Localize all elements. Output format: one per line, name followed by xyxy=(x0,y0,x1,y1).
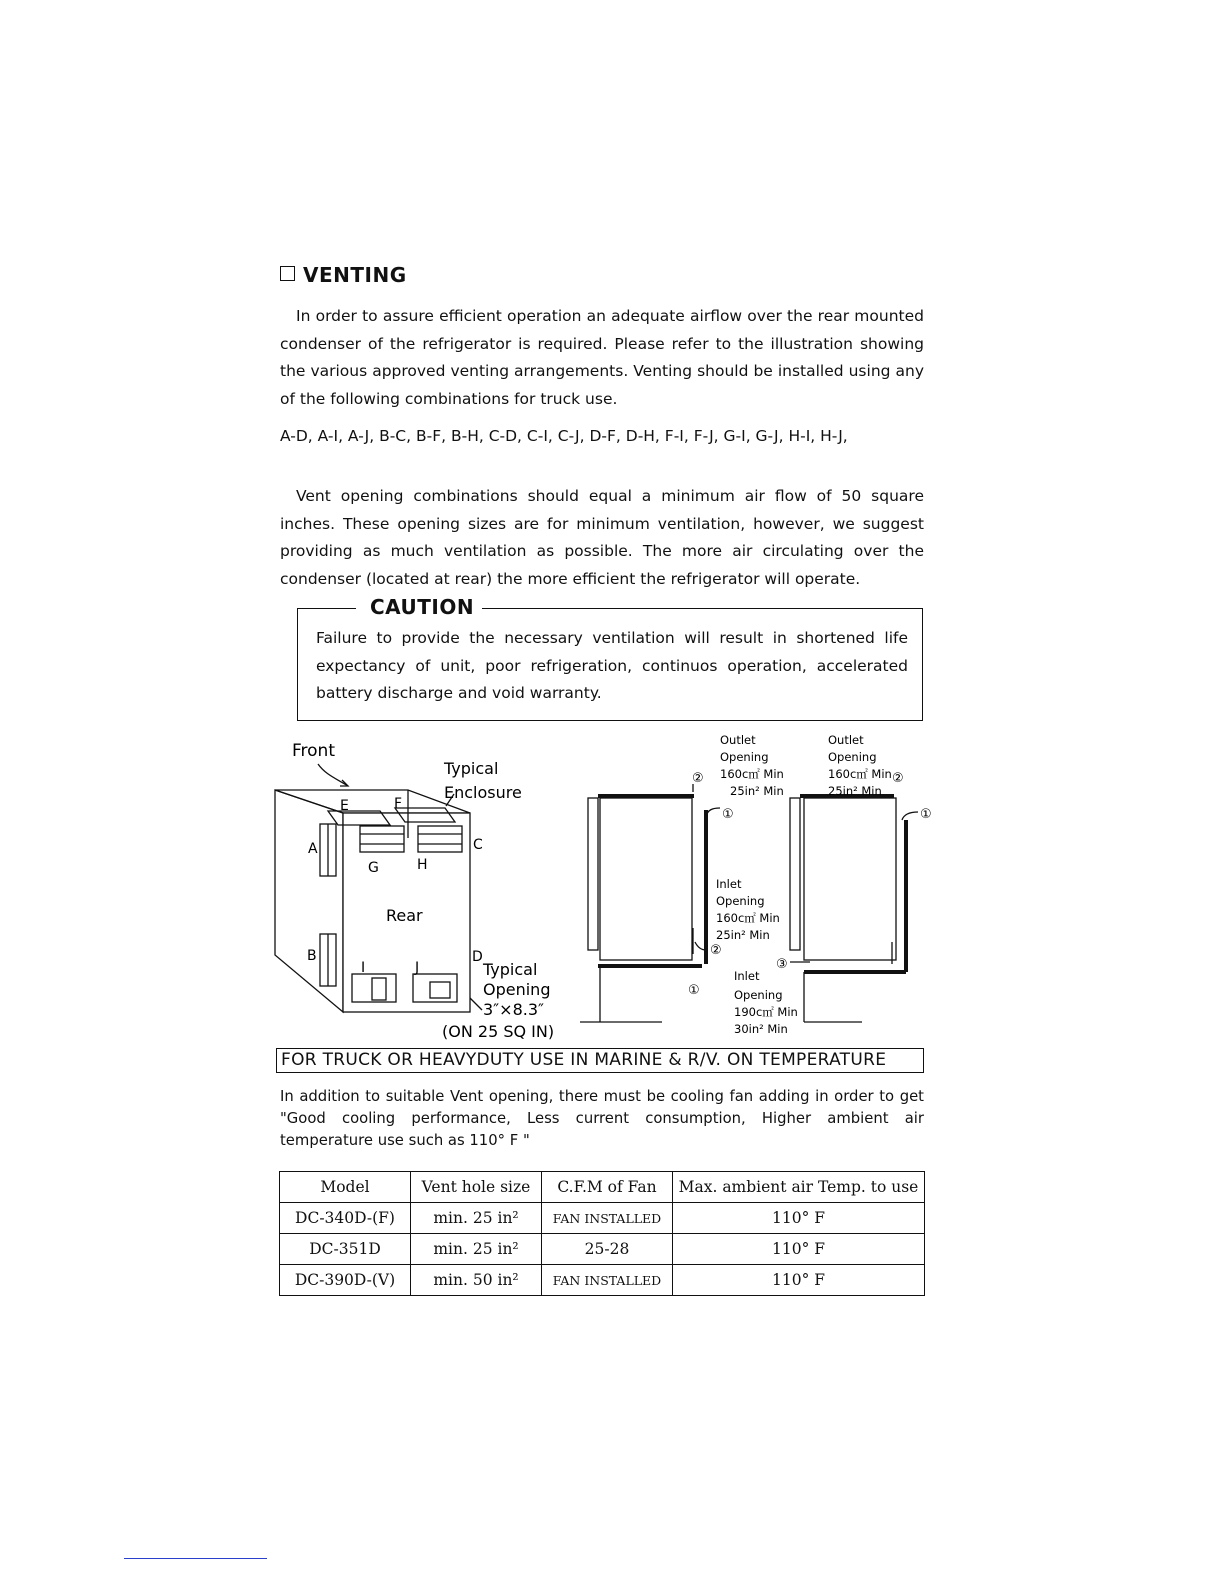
table-row xyxy=(280,1203,925,1234)
cell-model: DC-390D-(V) xyxy=(280,1265,411,1296)
cell-temp: 110° F xyxy=(673,1265,925,1296)
label-rear: Rear xyxy=(386,906,423,925)
venting-diagram xyxy=(270,728,950,1040)
addition-paragraph: In addition to suitable Vent opening, there must be cooling fan adding in order to get "Good cooling performance, Less current consumption, Higher ambient air temperature use such as 110° F " xyxy=(280,1088,924,1149)
cell-vent: min. 25 in² xyxy=(411,1234,542,1265)
label-opening: Opening xyxy=(483,980,551,999)
marker-1c: ① xyxy=(920,807,932,822)
combinations-list: A-D, A-I, A-J, B-C, B-F, B-H, C-D, C-I, C-J, D-F, D-H, F-I, F-J, G-I, G-J, H-I, H-J, xyxy=(280,427,848,445)
marker-2b: ② xyxy=(710,943,722,958)
letter-c: C xyxy=(473,837,483,853)
enclosure-illustration xyxy=(275,764,662,1022)
label-typical: Typical xyxy=(444,759,499,778)
outlet-2-opening: Opening xyxy=(828,750,877,764)
outlet-1-opening: Opening xyxy=(720,750,769,764)
checkbox-icon xyxy=(280,266,295,281)
caution-title: CAUTION xyxy=(370,595,475,619)
inlet-2-label: Inlet xyxy=(734,969,760,983)
table-row xyxy=(280,1265,925,1296)
cell-vent: min. 50 in² xyxy=(411,1265,542,1296)
outlet-1-in: 25in² Min xyxy=(730,784,784,798)
caution-box xyxy=(297,595,923,721)
inlet-1-opening: Opening xyxy=(716,894,765,908)
inlet-2-in: 30in² Min xyxy=(734,1022,788,1036)
marker-2c: ② xyxy=(892,771,904,786)
letter-g: G xyxy=(368,860,379,876)
outlet-1-label: Outlet xyxy=(720,733,756,747)
section-heading xyxy=(280,263,407,287)
letter-a: A xyxy=(308,841,318,857)
label-opening-size: 3″×8.3″ xyxy=(483,1000,544,1019)
table-row xyxy=(280,1234,925,1265)
truck-heading: FOR TRUCK OR HEAVYDUTY USE IN MARINE & R/V. ON TEMPERATURE xyxy=(281,1050,887,1070)
outlet-2-in: 25in² Min xyxy=(828,784,882,798)
label-enclosure: Enclosure xyxy=(444,783,522,802)
header-vent: Vent hole size xyxy=(411,1172,542,1203)
cell-cfm: 25-28 xyxy=(542,1234,673,1265)
letter-i: I xyxy=(361,960,366,976)
letter-e: E xyxy=(340,798,349,814)
inlet-2-opening: Opening xyxy=(734,988,783,1002)
section-heading-text: VENTING xyxy=(303,263,407,287)
cell-vent: min. 25 in² xyxy=(411,1203,542,1234)
marker-1a: ① xyxy=(722,807,734,822)
inlet-1-cm: 160c㎡ Min xyxy=(716,911,780,925)
inlet-1-in: 25in² Min xyxy=(716,928,770,942)
marker-1b: ① xyxy=(688,983,700,998)
header-model: Model xyxy=(280,1172,411,1203)
letter-f: F xyxy=(394,796,403,812)
inlet-2-cm: 190c㎡ Min xyxy=(734,1005,798,1019)
intro-paragraph: In order to assure efficient operation an adequate airflow over the rear mounted condenser of the refrigerator is required. Please refer to the illustration showing the various approved venting arrangements. Venting should be installed using any of the following combinations for truck use. xyxy=(280,307,924,408)
label-on-sq-in: (ON 25 SQ IN) xyxy=(442,1022,555,1040)
cell-cfm: FAN INSTALLED xyxy=(542,1265,673,1296)
marker-2a: ② xyxy=(692,771,704,786)
letter-b: B xyxy=(307,948,317,964)
cell-model: DC-340D-(F) xyxy=(280,1203,411,1234)
cross-section-2 xyxy=(790,796,918,1022)
outlet-1-cm: 160c㎡ Min xyxy=(720,767,784,781)
airflow-paragraph: Vent opening combinations should equal a minimum air flow of 50 square inches. These opening sizes are for minimum ventilation, however, we suggest providing as much ventilation as possible. The more air circulating over the condenser (located at rear) the more efficient the refrigerator will operate. xyxy=(280,487,924,588)
caution-text: Failure to provide the necessary ventilation will result in shortened life expectancy of unit, poor refrigeration, continuos operation, accelerated battery discharge and void warranty. xyxy=(316,629,908,702)
letter-j: J xyxy=(415,960,420,976)
label-typical-opening: Typical xyxy=(483,960,538,979)
letter-d: D xyxy=(472,949,483,965)
cell-cfm: FAN INSTALLED xyxy=(542,1203,673,1234)
header-cfm: C.F.M of Fan xyxy=(542,1172,673,1203)
header-temp: Max. ambient air Temp. to use xyxy=(673,1172,925,1203)
outlet-2-cm: 160c㎡ Min xyxy=(828,767,892,781)
truck-heading-box xyxy=(276,1048,924,1073)
table-header-row xyxy=(280,1172,925,1203)
letter-h: H xyxy=(417,857,428,873)
cell-temp: 110° F xyxy=(673,1203,925,1234)
inlet-1-label: Inlet xyxy=(716,877,742,891)
spec-table xyxy=(279,1171,925,1296)
footnote-rule xyxy=(124,1558,267,1559)
cell-model: DC-351D xyxy=(280,1234,411,1265)
cross-section-1 xyxy=(588,784,720,1022)
outlet-2-label: Outlet xyxy=(828,733,864,747)
cell-temp: 110° F xyxy=(673,1234,925,1265)
label-front: Front xyxy=(292,741,335,761)
marker-3: ③ xyxy=(776,957,788,972)
